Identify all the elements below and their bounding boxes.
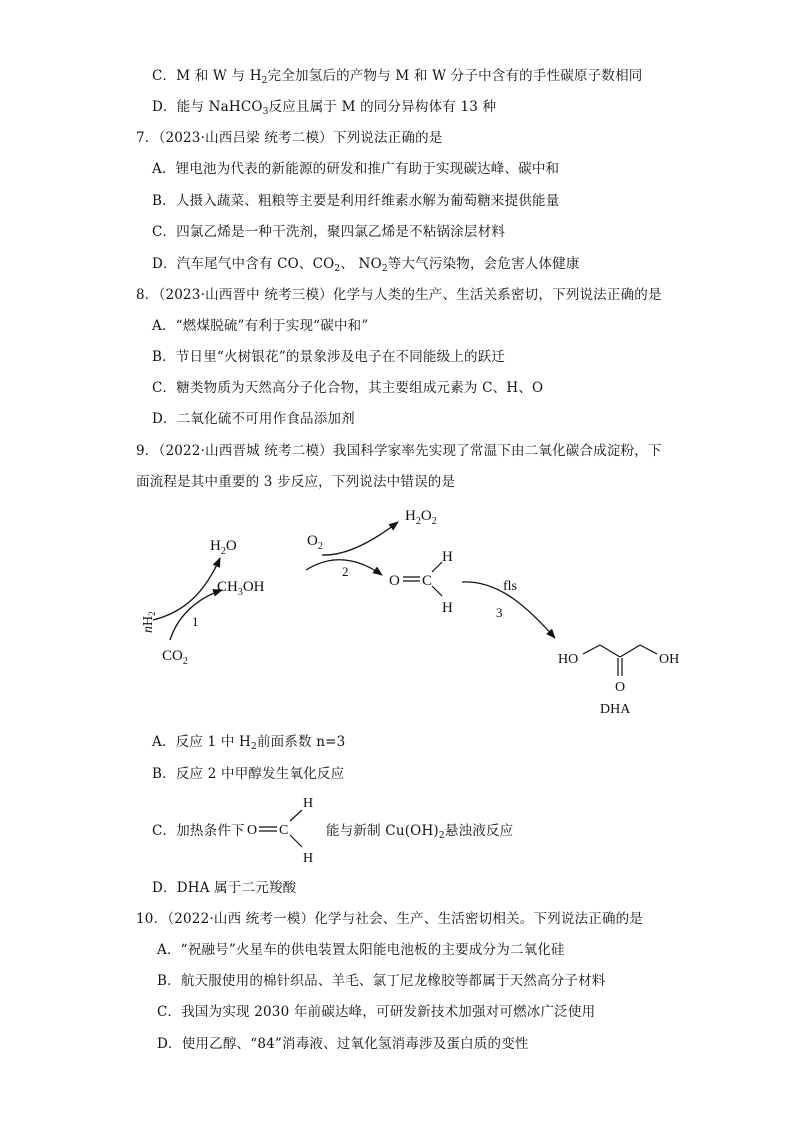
q9-c-sub: 2 — [438, 831, 445, 841]
q9-option-d: D．DHA 属于二元羧酸 — [152, 880, 297, 896]
inline-bond-down — [290, 835, 302, 847]
step-1-label: 1 — [192, 614, 199, 629]
h2o2-label: $H_2O_2$ — [405, 508, 437, 527]
hcho-c-label: C — [422, 573, 433, 589]
inline-h-bottom: H — [303, 851, 314, 866]
ch3oh-label: $CH_3OH$ — [217, 579, 265, 598]
h2o-label: $H_2O$ — [210, 538, 237, 557]
hcho-h-bottom: H — [442, 600, 453, 616]
q6-c-sub: 2 — [261, 76, 268, 86]
formaldehyde-inline-structure — [246, 792, 326, 868]
q8-option-d: D．二氧化硫不可用作食品添加剂 — [152, 411, 355, 427]
dha-oh-label: OH — [659, 652, 680, 667]
step-2-label: 2 — [342, 564, 349, 579]
dha-bond-4 — [640, 645, 657, 654]
fls-label: fls — [503, 579, 517, 594]
dha-o-label: O — [615, 680, 626, 695]
q6-d-text1: D．能与 NaHCO — [152, 99, 263, 115]
q9-option-a — [152, 732, 345, 752]
q8-stem: 8．（2023·山西晋中 统考三模）化学与人类的生产、生活关系密切，下列说法正确的是 — [136, 287, 662, 303]
step-3-label: 3 — [496, 605, 503, 620]
hcho-h-top: H — [442, 549, 453, 565]
q7-option-d — [152, 254, 580, 274]
q9-stem-line1: 9．（2022·山西晋城 统考二模）我国科学家率先实现了常温下由二氧化碳合成淀粉，下 — [136, 443, 662, 459]
q6-option-d — [152, 97, 496, 117]
q9-option-c — [152, 821, 245, 841]
q9-option-c-suffix — [326, 821, 513, 841]
q8-option-b: B．节日里“火树银花”的景象涉及电子在不同能级上的跃迁 — [152, 349, 506, 365]
q6-option-c — [152, 66, 642, 86]
inline-c: C — [279, 823, 289, 838]
q9-c-text2: 悬浊液反应 — [444, 823, 514, 839]
dha-name-label: DHA — [600, 702, 631, 717]
q6-c-text2: 完全加氢后的产物与 M 和 W 分子中含有的手性碳原子数相同 — [267, 68, 643, 84]
q9-a-text2: 前面系数 n=3 — [256, 734, 346, 750]
hcho-o-label: O — [389, 573, 400, 589]
inline-h-top: H — [303, 796, 314, 811]
q9-c-prefix: C．加热条件下 — [152, 823, 245, 839]
q10-option-c: C．我国为实现 2030 年前碳达峰，可研发新技术加强对可燃冰广泛使用 — [157, 1004, 596, 1020]
dha-bond-3 — [620, 645, 640, 657]
hcho-bond-down — [432, 586, 442, 596]
q10-option-b: B．航天服使用的棉针织品、羊毛、氯丁尼龙橡胶等都属于天然高分子材料 — [157, 973, 606, 989]
q6-d-sub: 3 — [262, 107, 269, 117]
nh2-label: $nH_2$ — [141, 611, 157, 633]
hcho-bond-up — [432, 562, 442, 572]
q7-d-text3: 等大气污染物，会危害人体健康 — [387, 256, 580, 272]
q9-option-b: B．反应 2 中甲醇发生氧化反应 — [152, 766, 345, 782]
o2-label: $O_2$ — [307, 533, 323, 552]
q7-stem: 7．（2023·山西吕梁 统考二模）下列说法正确的是 — [136, 130, 443, 146]
reaction-flow-diagram — [0, 500, 794, 725]
q7-d-text1: D．汽车尾气中含有 CO、CO — [152, 256, 335, 272]
q9-a-text1: A．反应 1 中 H — [152, 734, 251, 750]
q6-c-text1: C．M 和 W 与 H — [152, 68, 262, 84]
q7-d-text2: 、 NO — [340, 256, 382, 272]
q9-stem-line2: 面流程是其中重要的 3 步反应，下列说法中错误的是 — [136, 474, 456, 490]
q7-option-c: C．四氯乙烯是一种干洗剂，聚四氯乙烯是不粘锅涂层材料 — [152, 224, 506, 240]
q8-option-a: A．“燃煤脱硫”有利于实现“碳中和” — [152, 318, 369, 334]
dha-bond-2 — [600, 645, 620, 657]
q8-option-c: C．糖类物质为天然高分子化合物，其主要组成元素为 C、H、O — [152, 380, 544, 396]
q9-a-sub: 2 — [251, 742, 257, 752]
q10-option-d: D．使用乙醇、“84”消毒液、过氧化氢消毒涉及蛋白质的变性 — [157, 1036, 529, 1052]
q7-option-b: B．人摄入蔬菜、粗粮等主要是利用纤维素水解为葡萄糖来提供能量 — [152, 193, 560, 209]
q10-stem: 10．（2022·山西 统考一模）化学与社会、生产、生活密切相关。下列说法正确的是 — [136, 911, 644, 927]
q7-d-sub1: 2 — [334, 264, 341, 274]
inline-bond-up — [290, 810, 302, 821]
inline-o: O — [247, 823, 258, 838]
q10-option-a: A．“祝融号”火星车的供电装置太阳能电池板的主要成分为二氧化硅 — [157, 942, 565, 958]
q6-d-text2: 反应且属于 M 的同分异构体有 13 种 — [268, 99, 497, 115]
dha-ho-label: HO — [558, 652, 579, 667]
q9-c-text1: 能与新制 Cu(OH) — [326, 823, 439, 839]
q7-option-a: A．锂电池为代表的新能源的研发和推广有助于实现碳达峰、碳中和 — [152, 161, 560, 177]
arrow-h2-to-h2o — [153, 558, 220, 620]
co2-label: $CO_2$ — [162, 648, 188, 667]
dha-bond-1 — [583, 645, 600, 654]
arrow-o2-to-h2o2 — [322, 522, 398, 555]
q7-d-sub2: 2 — [381, 264, 388, 274]
